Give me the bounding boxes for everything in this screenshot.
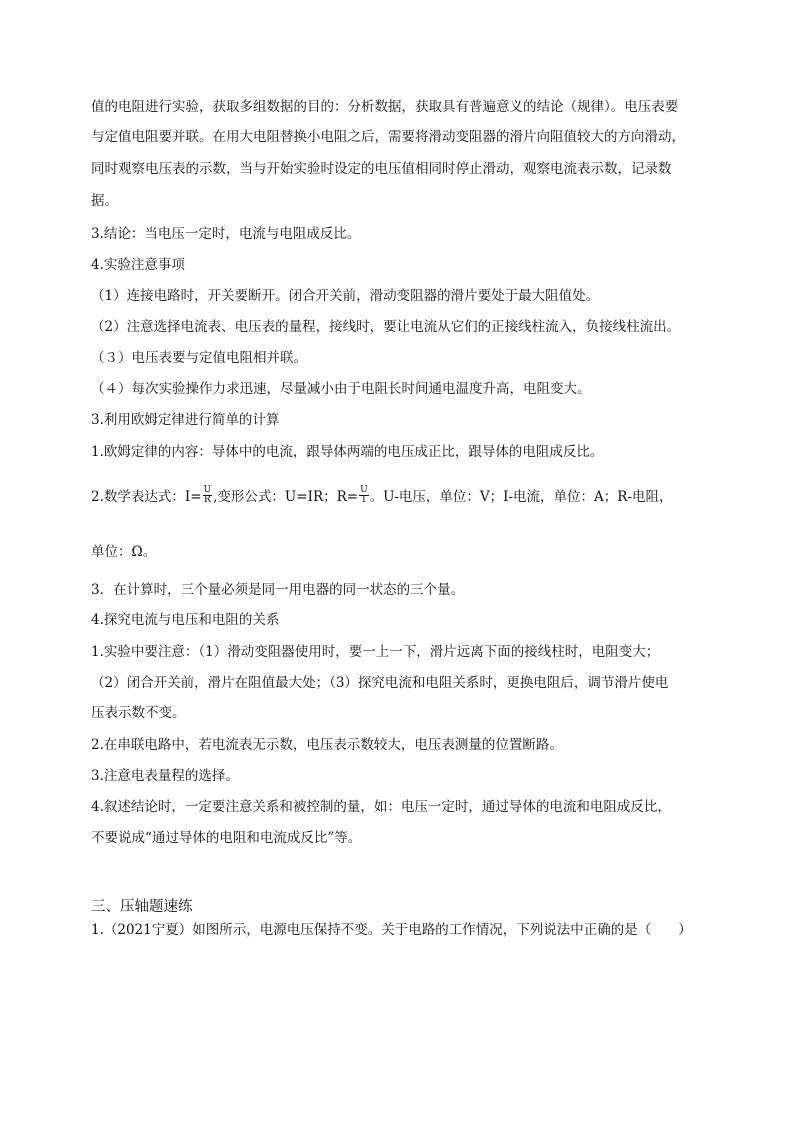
section-heading: 3.利用欧姆定律进行简单的计算 bbox=[91, 412, 280, 428]
paragraph-line: （2）闭合开关前，滑片在阻值最大处；（3）探究电流和电阻关系时，更换电阻后，调节滑片使电 bbox=[91, 675, 669, 691]
section-heading: 4.探究电流与电压和电阻的关系 bbox=[91, 612, 280, 628]
note-item: （３）电压表要与定值电阻相并联。 bbox=[91, 350, 307, 366]
note-item: （1）连接电路时，开关要断开。闭合开关前，滑动变阻器的滑片要处于最大阻值处。 bbox=[91, 288, 600, 304]
question-text: 1.（2021宁夏）如图所示，电源电压保持不变。关于电路的工作情况，下列说法中正确的是（ ） bbox=[91, 922, 692, 938]
fraction-u-over-i bbox=[359, 486, 369, 505]
paragraph-line: 不要说成“通过导体的电阻和电流成反比”等。 bbox=[91, 830, 362, 846]
paragraph-line: 3.注意电表量程的选择。 bbox=[91, 768, 239, 784]
paragraph-line: 与定值电阻要并联。在用大电阻替换小电阻之后，需要将滑动变阻器的滑片向阻值较大的方向滑动， bbox=[91, 129, 685, 145]
paragraph-line: 2.在串联电路中，若电流表无示数，电压表示数较大，电压表测量的位置断路。 bbox=[91, 737, 563, 753]
part-title: 三、压轴题速练 bbox=[91, 899, 193, 915]
fraction-u-over-r bbox=[203, 486, 213, 505]
paragraph-line: 据。 bbox=[91, 193, 118, 209]
paragraph-line: 压表示数不变。 bbox=[91, 705, 186, 721]
formula-suffix: 。U-电压，单位：V；I-电流，单位：A；R-电阻， bbox=[369, 489, 673, 505]
paragraph-line: 值的电阻进行实验，获取多组数据的目的：分析数据，获取具有普遍意义的结论（规律）。电压表要 bbox=[91, 99, 679, 115]
formula-line bbox=[91, 487, 673, 507]
paragraph-line: 同时观察电压表的示数，当与开始实验时设定的电压值相同时停止滑动，观察电流表示数，记录数 bbox=[91, 161, 672, 177]
section-heading: 4.实验注意事项 bbox=[91, 257, 185, 273]
paragraph-line: 4.叙述结论时，一定要注意关系和被控制的量，如：电压一定时，通过导体的电流和电阻成反比， bbox=[91, 799, 671, 815]
paragraph-line: 1.欧姆定律的内容：导体中的电流，跟导体两端的电压成正比，跟导体的电阻成反比。 bbox=[91, 444, 604, 460]
formula-prefix: 2.数学表达式：I= bbox=[91, 489, 202, 505]
paragraph-line: 单位：Ω。 bbox=[91, 544, 157, 560]
fraction-numerator: U bbox=[203, 485, 212, 495]
note-item: （４）每次实验操作力求迅速，尽量减小由于电阻长时间通电温度升高，电阻变大。 bbox=[91, 381, 591, 397]
note-item: （2）注意选择电流表、电压表的量程，接线时，要让电流从它们的正接线柱流入，负接线柱流出。 bbox=[91, 319, 681, 335]
fraction-numerator: U bbox=[360, 485, 368, 495]
conclusion-text: 3.结论：当电压一定时，电流与电阻成反比。 bbox=[91, 226, 361, 242]
paragraph-line: 3．在计算时，三个量必须是同一用电器的同一状态的三个量。 bbox=[91, 582, 465, 598]
fraction-denominator: I bbox=[362, 495, 366, 505]
fraction-denominator: R bbox=[203, 495, 211, 505]
formula-middle: ,变形公式：U=IR；R= bbox=[213, 489, 359, 505]
paragraph-line: 1.实验中要注意：（1）滑动变阻器使用时，要一上一下，滑片远离下面的接线柱时，电阻变大； bbox=[91, 644, 660, 660]
